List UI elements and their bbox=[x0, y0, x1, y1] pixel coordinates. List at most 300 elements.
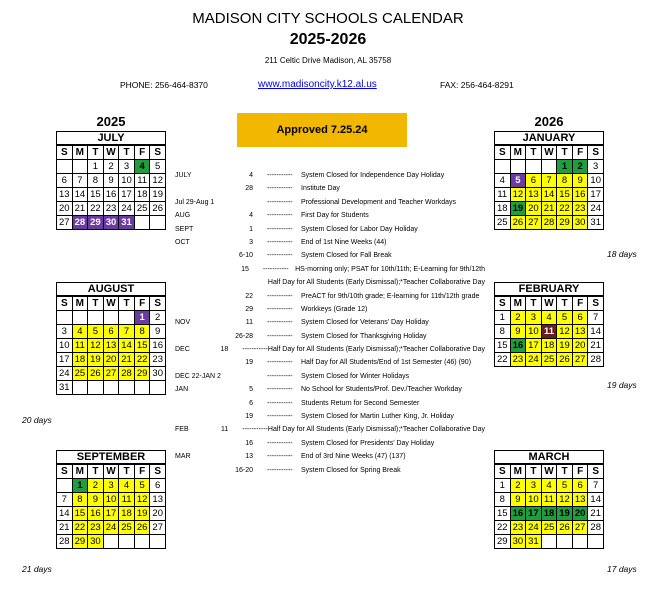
weekday-header: T bbox=[557, 297, 573, 311]
day-cell: 20 bbox=[573, 339, 589, 353]
day-cell: 23 bbox=[511, 353, 527, 367]
event-dash: ----------- bbox=[262, 265, 289, 273]
event-text: System Closed for Veterans' Day Holiday bbox=[301, 319, 429, 327]
day-cell: 12 bbox=[150, 174, 166, 188]
event-text: Institute Day bbox=[301, 185, 340, 193]
day-cell: 29 bbox=[135, 367, 151, 381]
weekday-header: T bbox=[119, 146, 135, 160]
day-cell: 27 bbox=[573, 353, 589, 367]
day-cell: 25 bbox=[135, 202, 151, 216]
day-cell: 24 bbox=[104, 521, 120, 535]
month-grid bbox=[494, 145, 604, 230]
day-cell: 2 bbox=[88, 479, 104, 493]
day-cell: 21 bbox=[57, 521, 73, 535]
day-cell: 26 bbox=[557, 353, 573, 367]
day-cell: 5 bbox=[88, 325, 104, 339]
weekday-header: S bbox=[495, 146, 511, 160]
event-date: 18 bbox=[220, 346, 229, 354]
weekday-header: S bbox=[57, 465, 73, 479]
day-cell: 30 bbox=[150, 367, 166, 381]
day-cell: 19 bbox=[557, 339, 573, 353]
day-cell: 24 bbox=[57, 367, 73, 381]
day-cell: 20 bbox=[57, 202, 73, 216]
day-cell: 18 bbox=[119, 507, 135, 521]
day-cell: 5 bbox=[511, 174, 527, 188]
day-cell: 8 bbox=[135, 325, 151, 339]
empty-cell bbox=[573, 535, 589, 549]
event-month: DEC 22-JAN 2 bbox=[175, 372, 221, 380]
event-text: System Closed for Martin Luther King, Jr. Holiday bbox=[301, 413, 454, 421]
year-label-left: 2025 bbox=[96, 114, 126, 129]
empty-cell bbox=[73, 381, 89, 395]
day-cell: 28 bbox=[119, 367, 135, 381]
event-text: Half Day for All Students (Early Dismissal);*Teacher Collaborative Day bbox=[267, 426, 485, 434]
day-cell: 3 bbox=[119, 160, 135, 174]
day-cell: 19 bbox=[557, 507, 573, 521]
event-date: 6-10 bbox=[238, 252, 253, 260]
day-cell: 4 bbox=[495, 174, 511, 188]
day-cell: 16 bbox=[88, 507, 104, 521]
day-cell: 22 bbox=[495, 521, 511, 535]
day-cell: 13 bbox=[150, 493, 166, 507]
day-cell: 24 bbox=[588, 202, 604, 216]
day-cell: 18 bbox=[542, 507, 558, 521]
day-cell: 2 bbox=[573, 160, 589, 174]
day-cell: 8 bbox=[557, 174, 573, 188]
event-text: Half Day for All Students (Early Dismissal);*Teacher Collaborative Day bbox=[267, 279, 485, 287]
day-cell: 1 bbox=[557, 160, 573, 174]
event-month: AUG bbox=[175, 212, 191, 220]
event-row bbox=[175, 277, 485, 289]
day-cell: 18 bbox=[135, 188, 151, 202]
day-cell: 3 bbox=[588, 160, 604, 174]
event-row bbox=[175, 331, 485, 343]
day-cell: 26 bbox=[88, 367, 104, 381]
event-dash: ----------- bbox=[242, 346, 268, 354]
day-cell: 29 bbox=[495, 535, 511, 549]
event-month: Jul 29-Aug 1 bbox=[175, 198, 215, 206]
day-cell: 8 bbox=[495, 325, 511, 339]
day-cell: 2 bbox=[104, 160, 120, 174]
march-day-count: 17 days bbox=[607, 564, 637, 574]
day-cell: 7 bbox=[73, 174, 89, 188]
day-cell: 6 bbox=[150, 479, 166, 493]
event-date: 19 bbox=[245, 413, 253, 421]
weekday-header: S bbox=[495, 297, 511, 311]
day-cell: 25 bbox=[542, 521, 558, 535]
event-row bbox=[175, 438, 485, 450]
event-date: 5 bbox=[249, 386, 253, 394]
day-cell: 17 bbox=[526, 339, 542, 353]
event-text: System Closed for Labor Day Holiday bbox=[301, 225, 418, 233]
event-dash: ----------- bbox=[267, 413, 293, 421]
event-dash: ----------- bbox=[267, 466, 293, 474]
weekday-header: M bbox=[73, 297, 89, 311]
empty-cell bbox=[104, 311, 120, 325]
event-dash: ----------- bbox=[267, 212, 293, 220]
event-month bbox=[175, 465, 225, 477]
day-cell: 16 bbox=[573, 188, 589, 202]
empty-cell bbox=[73, 311, 89, 325]
day-cell: 5 bbox=[135, 479, 151, 493]
event-dash: ----------- bbox=[267, 238, 293, 246]
event-row bbox=[175, 317, 485, 329]
empty-cell bbox=[135, 381, 151, 395]
day-cell: 1 bbox=[73, 479, 89, 493]
weekday-header: T bbox=[526, 297, 542, 311]
event-row bbox=[175, 411, 485, 423]
month-july bbox=[56, 131, 166, 230]
month-title: JANUARY bbox=[494, 131, 604, 145]
day-cell: 28 bbox=[542, 216, 558, 230]
day-cell: 20 bbox=[526, 202, 542, 216]
day-cell: 16 bbox=[511, 339, 527, 353]
day-cell: 10 bbox=[104, 493, 120, 507]
event-dash: ----------- bbox=[267, 332, 293, 340]
weekday-header: T bbox=[88, 465, 104, 479]
event-month bbox=[175, 357, 225, 369]
weekday-header: T bbox=[526, 146, 542, 160]
day-cell: 24 bbox=[119, 202, 135, 216]
day-cell: 23 bbox=[573, 202, 589, 216]
event-text: No School for Students/Prof. Dev./Teacher Workday bbox=[301, 386, 462, 394]
day-cell: 31 bbox=[588, 216, 604, 230]
day-cell: 7 bbox=[588, 311, 604, 325]
empty-cell bbox=[104, 535, 120, 549]
event-row bbox=[175, 451, 485, 463]
event-month bbox=[175, 250, 225, 262]
day-cell: 10 bbox=[526, 493, 542, 507]
event-text: Students Return for Second Semester bbox=[301, 399, 420, 407]
empty-cell bbox=[88, 311, 104, 325]
month-grid bbox=[494, 296, 604, 367]
day-cell: 24 bbox=[526, 353, 542, 367]
day-cell: 15 bbox=[135, 339, 151, 353]
day-cell: 12 bbox=[88, 339, 104, 353]
event-dash: ----------- bbox=[267, 386, 293, 394]
day-cell: 15 bbox=[557, 188, 573, 202]
august-day-count: 20 days bbox=[22, 415, 52, 425]
day-cell: 23 bbox=[88, 521, 104, 535]
event-text: Professional Development and Teacher Workdays bbox=[301, 198, 456, 206]
day-cell: 3 bbox=[526, 311, 542, 325]
event-date bbox=[210, 277, 244, 289]
day-cell: 3 bbox=[104, 479, 120, 493]
weekday-header: F bbox=[135, 297, 151, 311]
event-dash: ----------- bbox=[267, 172, 293, 179]
event-month: OCT bbox=[175, 238, 190, 246]
day-cell: 13 bbox=[526, 188, 542, 202]
event-date: 6 bbox=[249, 399, 253, 407]
event-date: 16 bbox=[245, 439, 253, 447]
day-cell: 17 bbox=[526, 507, 542, 521]
day-cell: 5 bbox=[557, 311, 573, 325]
empty-cell bbox=[119, 311, 135, 325]
event-text: HS-morning only; PSAT for 10th/11th; E-Learning for 9th/12th bbox=[295, 265, 486, 273]
day-cell: 28 bbox=[588, 521, 604, 535]
day-cell: 23 bbox=[104, 202, 120, 216]
event-month: FEB bbox=[175, 426, 189, 434]
event-row bbox=[175, 197, 485, 209]
weekday-header: S bbox=[588, 297, 604, 311]
weekday-header: S bbox=[57, 297, 73, 311]
weekday-header: F bbox=[573, 297, 589, 311]
day-cell: 11 bbox=[542, 325, 558, 339]
day-cell: 27 bbox=[526, 216, 542, 230]
day-cell: 13 bbox=[57, 188, 73, 202]
event-date: 28 bbox=[245, 185, 253, 193]
empty-cell bbox=[495, 160, 511, 174]
weekday-header: S bbox=[150, 465, 166, 479]
event-date: 29 bbox=[245, 305, 253, 313]
fax-number: FAX: 256-464-8291 bbox=[440, 80, 514, 90]
day-cell: 5 bbox=[150, 160, 166, 174]
february-day-count: 19 days bbox=[607, 380, 637, 390]
weekday-header: T bbox=[557, 146, 573, 160]
website-link[interactable]: www.madisoncity.k12.al.us bbox=[258, 79, 377, 90]
event-row bbox=[175, 210, 485, 222]
day-cell: 7 bbox=[119, 325, 135, 339]
event-month: JAN bbox=[175, 386, 189, 394]
event-date: 11 bbox=[220, 426, 229, 434]
weekday-header: W bbox=[542, 146, 558, 160]
month-title: FEBRUARY bbox=[494, 282, 604, 296]
weekday-header: W bbox=[104, 146, 120, 160]
event-date: 1 bbox=[249, 225, 253, 233]
approved-badge bbox=[237, 113, 407, 147]
day-cell: 19 bbox=[88, 353, 104, 367]
event-text: System Closed for Presidents' Day Holiday bbox=[301, 439, 435, 447]
day-cell: 8 bbox=[88, 174, 104, 188]
day-cell: 11 bbox=[135, 174, 151, 188]
event-text: System Closed for Fall Break bbox=[301, 252, 392, 260]
weekday-header: S bbox=[495, 465, 511, 479]
month-january bbox=[494, 131, 604, 230]
weekday-header: F bbox=[573, 146, 589, 160]
day-cell: 16 bbox=[104, 188, 120, 202]
event-text: Half Day for All Students/End of 1st Semester (46) (90) bbox=[301, 359, 472, 367]
event-row bbox=[175, 384, 485, 396]
event-month bbox=[175, 398, 225, 410]
day-cell: 18 bbox=[495, 202, 511, 216]
weekday-header: W bbox=[542, 297, 558, 311]
day-cell: 10 bbox=[119, 174, 135, 188]
weekday-header: F bbox=[573, 465, 589, 479]
day-cell: 14 bbox=[73, 188, 89, 202]
day-cell: 9 bbox=[150, 325, 166, 339]
day-cell: 29 bbox=[88, 216, 104, 230]
event-text: End of 1st Nine Weeks (44) bbox=[301, 238, 387, 246]
event-dash bbox=[244, 277, 268, 289]
day-cell: 11 bbox=[495, 188, 511, 202]
day-cell: 29 bbox=[557, 216, 573, 230]
day-cell: 27 bbox=[150, 521, 166, 535]
event-dash: ----------- bbox=[267, 198, 293, 206]
weekday-header: W bbox=[542, 465, 558, 479]
day-cell: 14 bbox=[57, 507, 73, 521]
day-cell: 9 bbox=[88, 493, 104, 507]
day-cell: 27 bbox=[573, 521, 589, 535]
event-dash: ----------- bbox=[267, 399, 293, 407]
weekday-header: M bbox=[73, 465, 89, 479]
event-month bbox=[175, 264, 222, 276]
empty-cell bbox=[150, 535, 166, 549]
day-cell: 26 bbox=[557, 521, 573, 535]
event-dash: ----------- bbox=[267, 225, 293, 233]
month-title: JULY bbox=[56, 131, 166, 145]
day-cell: 21 bbox=[542, 202, 558, 216]
event-month: NOV bbox=[175, 319, 191, 327]
day-cell: 13 bbox=[573, 325, 589, 339]
weekday-header: W bbox=[104, 297, 120, 311]
day-cell: 30 bbox=[88, 535, 104, 549]
weekday-header: S bbox=[588, 146, 604, 160]
day-cell: 19 bbox=[135, 507, 151, 521]
day-cell: 14 bbox=[588, 493, 604, 507]
day-cell: 20 bbox=[573, 507, 589, 521]
weekday-header: S bbox=[57, 146, 73, 160]
event-date: 22 bbox=[245, 292, 253, 300]
month-march bbox=[494, 450, 604, 549]
day-cell: 28 bbox=[73, 216, 89, 230]
day-cell: 30 bbox=[511, 535, 527, 549]
day-cell: 29 bbox=[73, 535, 89, 549]
event-month bbox=[175, 291, 225, 303]
month-august bbox=[56, 282, 166, 395]
empty-cell bbox=[57, 160, 73, 174]
day-cell: 22 bbox=[135, 353, 151, 367]
empty-cell bbox=[119, 381, 135, 395]
event-month bbox=[175, 304, 225, 316]
empty-cell bbox=[526, 160, 542, 174]
day-cell: 24 bbox=[526, 521, 542, 535]
event-row bbox=[175, 398, 485, 410]
day-cell: 6 bbox=[526, 174, 542, 188]
day-cell: 4 bbox=[542, 479, 558, 493]
empty-cell bbox=[557, 535, 573, 549]
event-row bbox=[175, 344, 485, 356]
event-month bbox=[175, 277, 210, 289]
event-dash: ----------- bbox=[267, 292, 293, 300]
month-title: MARCH bbox=[494, 450, 604, 464]
day-cell: 19 bbox=[150, 188, 166, 202]
day-cell: 30 bbox=[573, 216, 589, 230]
weekday-header: F bbox=[135, 146, 151, 160]
event-row bbox=[175, 250, 485, 262]
month-grid bbox=[56, 145, 166, 230]
event-text: Workkeys (Grade 12) bbox=[301, 305, 368, 313]
day-cell: 31 bbox=[57, 381, 73, 395]
day-cell: 27 bbox=[104, 367, 120, 381]
event-text: Half Day for All Students (Early Dismissal);*Teacher Collaborative Day bbox=[267, 346, 485, 354]
weekday-header: M bbox=[511, 297, 527, 311]
event-month bbox=[175, 411, 225, 423]
weekday-header: T bbox=[119, 297, 135, 311]
event-month bbox=[175, 331, 225, 343]
day-cell: 12 bbox=[511, 188, 527, 202]
event-text: First Day for Students bbox=[301, 212, 369, 220]
day-cell: 21 bbox=[588, 339, 604, 353]
day-cell: 8 bbox=[73, 493, 89, 507]
event-row bbox=[175, 170, 485, 182]
weekday-header: M bbox=[511, 146, 527, 160]
day-cell: 17 bbox=[104, 507, 120, 521]
month-grid bbox=[56, 464, 166, 549]
day-cell: 15 bbox=[495, 507, 511, 521]
day-cell: 11 bbox=[542, 493, 558, 507]
event-row bbox=[175, 237, 485, 249]
month-grid bbox=[494, 464, 604, 549]
day-cell: 23 bbox=[150, 353, 166, 367]
event-dash: ----------- bbox=[267, 305, 293, 313]
school-year: 2025-2026 bbox=[289, 31, 367, 48]
event-row bbox=[175, 264, 485, 276]
day-cell: 15 bbox=[88, 188, 104, 202]
event-date: 4 bbox=[249, 212, 253, 220]
day-cell: 7 bbox=[57, 493, 73, 507]
day-cell: 10 bbox=[526, 325, 542, 339]
day-cell: 8 bbox=[495, 493, 511, 507]
event-month: SEPT bbox=[175, 225, 194, 233]
year-label-right: 2026 bbox=[534, 114, 564, 129]
event-dash: ----------- bbox=[267, 453, 293, 461]
day-cell: 9 bbox=[511, 325, 527, 339]
empty-cell bbox=[57, 479, 73, 493]
day-cell: 15 bbox=[495, 339, 511, 353]
weekday-header: W bbox=[104, 465, 120, 479]
day-cell: 9 bbox=[104, 174, 120, 188]
day-cell: 6 bbox=[57, 174, 73, 188]
empty-cell bbox=[588, 535, 604, 549]
day-cell: 2 bbox=[150, 311, 166, 325]
event-date bbox=[225, 371, 267, 383]
empty-cell bbox=[542, 160, 558, 174]
day-cell: 28 bbox=[57, 535, 73, 549]
event-month: MAR bbox=[175, 453, 191, 461]
empty-cell bbox=[88, 381, 104, 395]
day-cell: 21 bbox=[119, 353, 135, 367]
event-text: System Closed for Spring Break bbox=[301, 466, 401, 474]
event-row bbox=[175, 224, 485, 236]
event-date: 26-28 bbox=[235, 332, 253, 340]
day-cell: 13 bbox=[573, 493, 589, 507]
empty-cell bbox=[135, 216, 151, 230]
month-february bbox=[494, 282, 604, 367]
phone-number: PHONE: 256-464-8370 bbox=[120, 80, 208, 90]
day-cell: 3 bbox=[526, 479, 542, 493]
empty-cell bbox=[135, 535, 151, 549]
weekday-header: S bbox=[588, 465, 604, 479]
day-cell: 7 bbox=[588, 479, 604, 493]
day-cell: 12 bbox=[557, 493, 573, 507]
day-cell: 20 bbox=[104, 353, 120, 367]
day-cell: 30 bbox=[104, 216, 120, 230]
weekday-header: T bbox=[119, 465, 135, 479]
day-cell: 16 bbox=[150, 339, 166, 353]
event-date bbox=[225, 197, 267, 209]
day-cell: 31 bbox=[526, 535, 542, 549]
weekday-header: S bbox=[150, 297, 166, 311]
day-cell: 25 bbox=[495, 216, 511, 230]
empty-cell bbox=[511, 160, 527, 174]
day-cell: 6 bbox=[104, 325, 120, 339]
day-cell: 25 bbox=[542, 353, 558, 367]
weekday-header: T bbox=[88, 297, 104, 311]
day-cell: 19 bbox=[511, 202, 527, 216]
event-dash: ----------- bbox=[267, 439, 293, 447]
day-cell: 25 bbox=[73, 367, 89, 381]
day-cell: 12 bbox=[557, 325, 573, 339]
